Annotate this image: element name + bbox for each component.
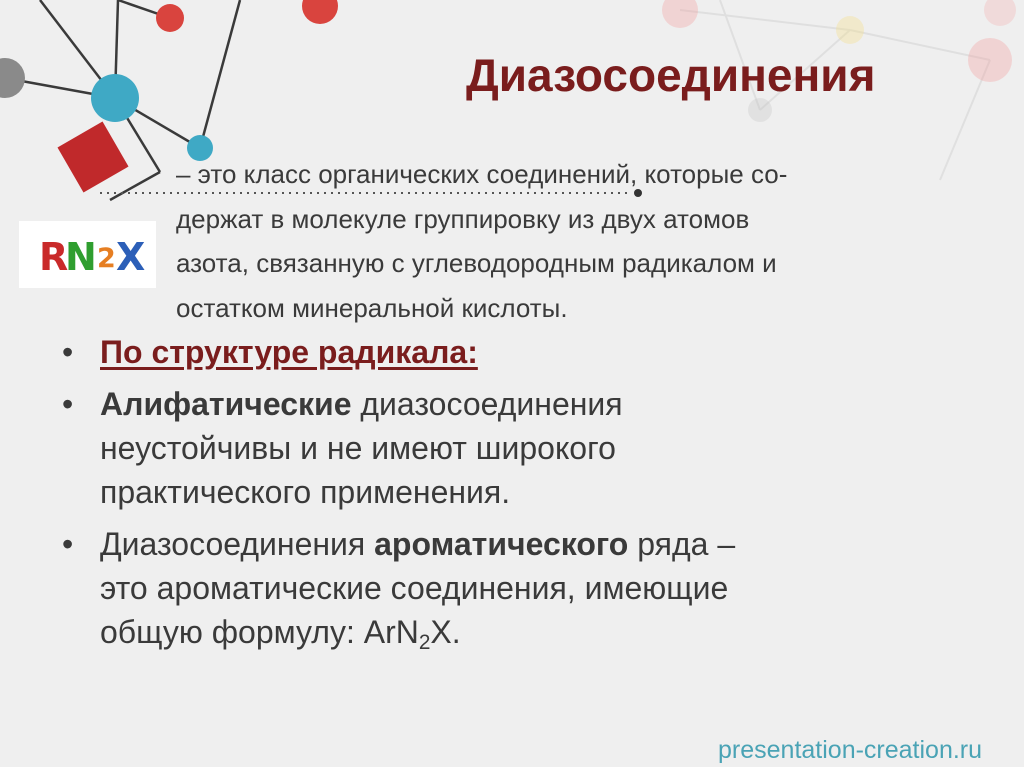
- aromatic-formula-text: общую формулу: ArN: [100, 614, 419, 650]
- bullet-marker: •: [62, 526, 74, 562]
- section-heading: По структуре радикала:: [100, 334, 478, 370]
- aromatic-text: это ароматические соединения, имеющие: [100, 570, 729, 606]
- page-title: Диазосоединения: [466, 49, 876, 101]
- footer-watermark: presentation-creation.ru: [718, 736, 983, 764]
- formula-x: X: [116, 235, 145, 279]
- aromatic-text: ряда –: [628, 526, 736, 562]
- definition-line: остатком минеральной кислоты.: [176, 292, 568, 323]
- definition-line: азота, связанную с углеводородным радикалом и: [176, 248, 777, 278]
- bullet-marker: •: [62, 334, 74, 370]
- red-cube: [57, 121, 128, 192]
- node-red-corner: [302, 0, 338, 24]
- node-red-top: [156, 4, 184, 32]
- aromatic-term: ароматического: [374, 526, 629, 562]
- aromatic-text: Диазосоединения: [100, 526, 375, 562]
- formula-n: N: [65, 235, 96, 279]
- bullet-aliphatic: [60, 382, 960, 514]
- bullet-aromatic: [60, 522, 960, 665]
- formula-badge: [19, 221, 156, 288]
- aliphatic-term: Алифатические: [100, 386, 352, 422]
- node-teal-large: [91, 74, 139, 122]
- formula-r: R: [39, 235, 68, 279]
- definition-line: держат в молекуле группировку из двух атомов: [176, 203, 750, 234]
- aliphatic-text: неустойчивы и не имеют широкого: [100, 430, 616, 466]
- aromatic-formula-end: X.: [430, 614, 461, 650]
- formula-2: 2: [97, 243, 115, 274]
- bullet-marker: •: [62, 386, 74, 422]
- definition-text: [176, 152, 996, 330]
- aromatic-formula-subscript: 2: [418, 631, 431, 655]
- definition-line: – это класс органических соединений, которые со-: [176, 159, 788, 189]
- aliphatic-text: диазосоединения: [351, 386, 623, 422]
- aliphatic-text: практического применения.: [100, 474, 511, 510]
- bullet-heading: [60, 330, 960, 374]
- bullet-list: [60, 330, 960, 673]
- node-grey-left: [0, 58, 25, 98]
